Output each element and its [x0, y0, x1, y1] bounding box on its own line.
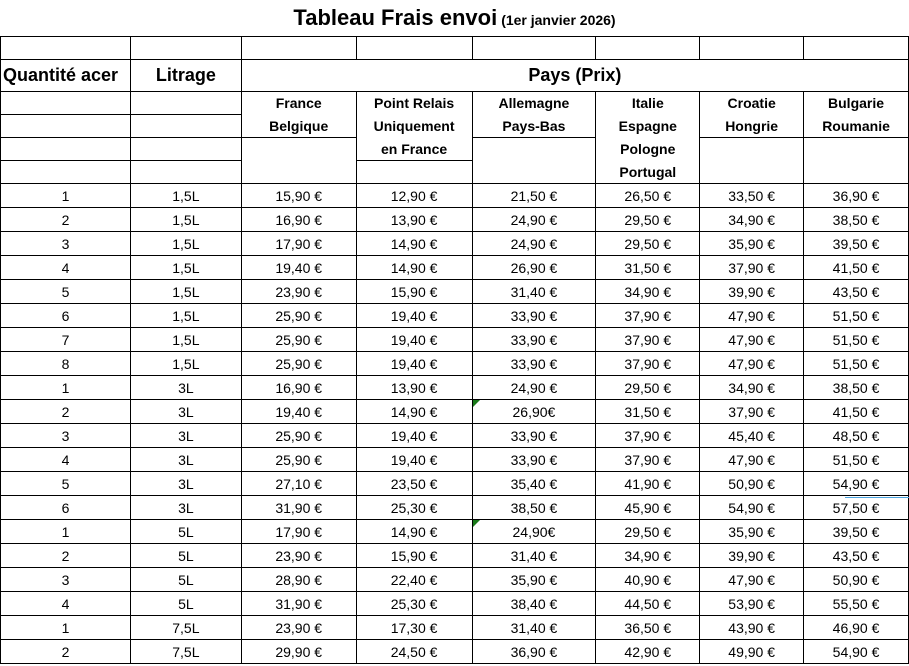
price-italy[interactable]: 34,90 € — [596, 280, 700, 304]
country-bulgaria-line1[interactable]: Bulgarie — [804, 92, 909, 115]
volume-cell[interactable]: 5L — [130, 520, 241, 544]
volume-cell[interactable]: 1,5L — [130, 184, 241, 208]
price-croatia[interactable]: 43,90 € — [700, 616, 804, 640]
price-italy[interactable]: 29,50 € — [596, 232, 700, 256]
price-france[interactable]: 25,90 € — [241, 352, 356, 376]
price-france[interactable]: 19,40 € — [241, 256, 356, 280]
cell[interactable] — [1, 92, 131, 115]
price-france[interactable]: 25,90 € — [241, 448, 356, 472]
country-relay-line3[interactable]: en France — [356, 138, 472, 161]
price-bulgaria[interactable]: 36,90 € — [804, 184, 909, 208]
cell[interactable] — [241, 37, 356, 60]
country-header-row-2 — [1, 115, 909, 138]
price-france[interactable]: 23,90 € — [241, 280, 356, 304]
price-italy[interactable]: 31,50 € — [596, 400, 700, 424]
price-bulgaria[interactable]: 46,90 € — [804, 616, 909, 640]
price-relay[interactable]: 13,90 € — [356, 376, 472, 400]
price-croatia[interactable]: 37,90 € — [700, 400, 804, 424]
cell[interactable] — [804, 138, 909, 161]
table-row — [1, 376, 909, 400]
quantity-cell[interactable]: 1 — [1, 376, 131, 400]
price-italy[interactable]: 37,90 € — [596, 448, 700, 472]
cell[interactable] — [472, 161, 596, 184]
price-croatia[interactable]: 35,90 € — [700, 232, 804, 256]
cell[interactable] — [472, 37, 596, 60]
country-france-line2[interactable]: Belgique — [241, 115, 356, 138]
price-croatia[interactable]: 33,50 € — [700, 184, 804, 208]
price-bulgaria[interactable]: 50,90 € — [804, 568, 909, 592]
price-relay[interactable]: 17,30 € — [356, 616, 472, 640]
price-france[interactable]: 16,90 € — [241, 208, 356, 232]
price-relay[interactable]: 19,40 € — [356, 352, 472, 376]
cell[interactable] — [130, 92, 241, 115]
table-row — [1, 208, 909, 232]
price-relay[interactable]: 14,90 € — [356, 520, 472, 544]
quantity-cell[interactable]: 2 — [1, 208, 131, 232]
cell[interactable] — [130, 161, 241, 184]
price-relay[interactable]: 15,90 € — [356, 544, 472, 568]
volume-cell[interactable]: 7,5L — [130, 640, 241, 664]
price-croatia[interactable]: 49,90 € — [700, 640, 804, 664]
table-row — [1, 232, 909, 256]
price-germany[interactable]: 33,90 € — [472, 352, 596, 376]
country-italy-line4[interactable]: Portugal — [596, 161, 700, 184]
cell[interactable] — [1, 138, 131, 161]
price-bulgaria[interactable]: 51,50 € — [804, 304, 909, 328]
volume-cell[interactable]: 3L — [130, 496, 241, 520]
price-relay[interactable]: 23,50 € — [356, 472, 472, 496]
quantity-cell[interactable]: 2 — [1, 400, 131, 424]
country-header[interactable]: Pays (Prix) — [241, 60, 908, 92]
price-croatia[interactable]: 47,90 € — [700, 448, 804, 472]
volume-cell[interactable]: 5L — [130, 568, 241, 592]
price-relay[interactable]: 15,90 € — [356, 280, 472, 304]
price-germany[interactable]: 24,90 € — [472, 208, 596, 232]
price-france[interactable]: 29,90 € — [241, 640, 356, 664]
volume-cell[interactable]: 5L — [130, 592, 241, 616]
cell[interactable] — [804, 37, 909, 60]
price-germany[interactable]: 33,90 € — [472, 424, 596, 448]
title-date: (1er janvier 2026) — [501, 12, 616, 28]
cell[interactable] — [356, 161, 472, 184]
price-italy[interactable]: 34,90 € — [596, 544, 700, 568]
price-germany[interactable]: 21,50 € — [472, 184, 596, 208]
price-france[interactable]: 31,90 € — [241, 496, 356, 520]
cell[interactable] — [804, 161, 909, 184]
volume-cell[interactable]: 1,5L — [130, 352, 241, 376]
quantity-cell[interactable]: 2 — [1, 544, 131, 568]
price-bulgaria[interactable]: 57,50 € — [804, 496, 909, 520]
quantity-cell[interactable]: 6 — [1, 304, 131, 328]
quantity-cell[interactable]: 4 — [1, 256, 131, 280]
price-italy[interactable]: 40,90 € — [596, 568, 700, 592]
volume-cell[interactable]: 3L — [130, 472, 241, 496]
cell[interactable] — [130, 37, 241, 60]
price-croatia[interactable]: 47,90 € — [700, 352, 804, 376]
table-row — [1, 424, 909, 448]
country-header-row-3 — [1, 138, 909, 161]
price-france[interactable]: 28,90 € — [241, 568, 356, 592]
volume-cell[interactable]: 7,5L — [130, 616, 241, 640]
price-croatia[interactable]: 39,90 € — [700, 280, 804, 304]
table-row — [1, 256, 909, 280]
price-relay[interactable]: 25,30 € — [356, 496, 472, 520]
price-france[interactable]: 17,90 € — [241, 232, 356, 256]
volume-cell[interactable]: 3L — [130, 448, 241, 472]
quantity-cell[interactable]: 3 — [1, 424, 131, 448]
price-france[interactable]: 23,90 € — [241, 544, 356, 568]
price-bulgaria[interactable]: 43,50 € — [804, 544, 909, 568]
price-relay[interactable]: 14,90 € — [356, 232, 472, 256]
price-germany[interactable]: 33,90 € — [472, 448, 596, 472]
table-row — [1, 472, 909, 496]
price-croatia[interactable]: 39,90 € — [700, 544, 804, 568]
cell[interactable] — [241, 138, 356, 161]
cell[interactable] — [241, 161, 356, 184]
volume-cell[interactable]: 3L — [130, 376, 241, 400]
price-germany[interactable]: 33,90 € — [472, 328, 596, 352]
price-croatia[interactable]: 45,40 € — [700, 424, 804, 448]
price-bulgaria[interactable]: 54,90 € — [804, 472, 909, 496]
table-row — [1, 400, 909, 424]
country-croatia-line1[interactable]: Croatie — [700, 92, 804, 115]
country-france-line1[interactable]: France — [241, 92, 356, 115]
country-header-row-1 — [1, 92, 909, 115]
volume-cell[interactable]: 1,5L — [130, 232, 241, 256]
price-italy[interactable]: 41,90 € — [596, 472, 700, 496]
price-france[interactable]: 17,90 € — [241, 520, 356, 544]
cell[interactable] — [130, 115, 241, 138]
quantity-cell[interactable]: 8 — [1, 352, 131, 376]
price-italy[interactable]: 37,90 € — [596, 328, 700, 352]
price-germany[interactable]: 24,90 € — [472, 376, 596, 400]
price-france[interactable]: 15,90 € — [241, 184, 356, 208]
table-row — [1, 640, 909, 664]
country-germany-line1[interactable]: Allemagne — [472, 92, 596, 115]
price-croatia[interactable]: 37,90 € — [700, 256, 804, 280]
table-row — [1, 280, 909, 304]
quantity-cell[interactable]: 1 — [1, 616, 131, 640]
price-germany[interactable]: 35,40 € — [472, 472, 596, 496]
table-row — [1, 568, 909, 592]
price-germany[interactable]: 36,90 € — [472, 640, 596, 664]
volume-cell[interactable]: 1,5L — [130, 304, 241, 328]
quantity-header[interactable]: Quantité acer — [1, 60, 131, 92]
cell[interactable] — [596, 37, 700, 60]
price-france[interactable]: 19,40 € — [241, 400, 356, 424]
table-row — [1, 592, 909, 616]
price-croatia[interactable]: 54,90 € — [700, 496, 804, 520]
quantity-cell[interactable]: 5 — [1, 472, 131, 496]
table-row — [1, 520, 909, 544]
sheet-title — [0, 0, 909, 36]
country-italy-line1[interactable]: Italie — [596, 92, 700, 115]
price-bulgaria[interactable]: 51,50 € — [804, 352, 909, 376]
price-relay[interactable]: 12,90 € — [356, 184, 472, 208]
price-relay[interactable]: 13,90 € — [356, 208, 472, 232]
price-bulgaria[interactable]: 43,50 € — [804, 280, 909, 304]
price-relay[interactable]: 14,90 € — [356, 400, 472, 424]
price-germany[interactable]: 26,90 € — [472, 256, 596, 280]
quantity-cell[interactable]: 1 — [1, 520, 131, 544]
price-france[interactable]: 25,90 € — [241, 328, 356, 352]
volume-cell[interactable]: 3L — [130, 424, 241, 448]
price-relay[interactable]: 19,40 € — [356, 304, 472, 328]
volume-cell[interactable]: 3L — [130, 400, 241, 424]
price-croatia[interactable]: 53,90 € — [700, 592, 804, 616]
price-france[interactable]: 31,90 € — [241, 592, 356, 616]
price-bulgaria[interactable]: 51,50 € — [804, 328, 909, 352]
price-germany[interactable]: 33,90 € — [472, 304, 596, 328]
table-row — [1, 184, 909, 208]
quantity-cell[interactable]: 2 — [1, 640, 131, 664]
country-italy-line2[interactable]: Espagne — [596, 115, 700, 138]
quantity-cell[interactable]: 5 — [1, 280, 131, 304]
table-row — [1, 616, 909, 640]
price-germany[interactable]: 31,40 € — [472, 544, 596, 568]
quantity-cell[interactable]: 3 — [1, 232, 131, 256]
header-row — [1, 60, 909, 92]
cell[interactable] — [1, 115, 131, 138]
cell[interactable] — [700, 161, 804, 184]
price-relay[interactable]: 19,40 € — [356, 328, 472, 352]
country-header-row-4 — [1, 161, 909, 184]
price-relay[interactable]: 14,90 € — [356, 256, 472, 280]
price-relay[interactable]: 19,40 € — [356, 448, 472, 472]
price-relay[interactable]: 19,40 € — [356, 424, 472, 448]
quantity-cell[interactable]: 4 — [1, 448, 131, 472]
table-row — [1, 304, 909, 328]
price-germany[interactable]: 24,90 € — [472, 232, 596, 256]
cell[interactable] — [472, 138, 596, 161]
price-bulgaria[interactable]: 54,90 € — [804, 640, 909, 664]
price-italy[interactable]: 29,50 € — [596, 520, 700, 544]
price-croatia[interactable]: 47,90 € — [700, 304, 804, 328]
price-croatia[interactable]: 35,90 € — [700, 520, 804, 544]
quantity-cell[interactable]: 4 — [1, 592, 131, 616]
country-germany-line2[interactable]: Pays-Bas — [472, 115, 596, 138]
quantity-cell[interactable]: 1 — [1, 184, 131, 208]
table-row — [1, 448, 909, 472]
price-france[interactable]: 27,10 € — [241, 472, 356, 496]
price-italy[interactable]: 45,90 € — [596, 496, 700, 520]
shipping-fee-table — [0, 36, 909, 664]
country-croatia-line2[interactable]: Hongrie — [700, 115, 804, 138]
price-italy[interactable]: 31,50 € — [596, 256, 700, 280]
volume-cell[interactable]: 1,5L — [130, 256, 241, 280]
volume-cell[interactable]: 1,5L — [130, 208, 241, 232]
cell[interactable] — [700, 37, 804, 60]
selection-border-line — [845, 497, 909, 498]
table-row — [1, 352, 909, 376]
volume-cell[interactable]: 1,5L — [130, 280, 241, 304]
quantity-cell[interactable]: 6 — [1, 496, 131, 520]
table-row — [1, 496, 909, 520]
table-row — [1, 544, 909, 568]
price-italy[interactable]: 26,50 € — [596, 184, 700, 208]
price-relay[interactable]: 24,50 € — [356, 640, 472, 664]
price-bulgaria[interactable]: 39,50 € — [804, 232, 909, 256]
cell[interactable] — [1, 161, 131, 184]
price-croatia[interactable]: 34,90 € — [700, 376, 804, 400]
price-italy[interactable]: 36,50 € — [596, 616, 700, 640]
country-relay-line2[interactable]: Uniquement — [356, 115, 472, 138]
price-italy[interactable]: 37,90 € — [596, 424, 700, 448]
title-main: Tableau Frais envoi — [293, 5, 498, 30]
price-germany[interactable]: 35,90 € — [472, 568, 596, 592]
price-italy[interactable]: 37,90 € — [596, 304, 700, 328]
price-italy[interactable]: 42,90 € — [596, 640, 700, 664]
volume-cell[interactable]: 1,5L — [130, 328, 241, 352]
price-bulgaria[interactable]: 41,50 € — [804, 256, 909, 280]
price-germany[interactable]: 31,40 € — [472, 616, 596, 640]
empty-row — [1, 37, 909, 60]
price-croatia[interactable]: 34,90 € — [700, 208, 804, 232]
volume-cell[interactable]: 5L — [130, 544, 241, 568]
country-bulgaria-line2[interactable]: Roumanie — [804, 115, 909, 138]
price-france[interactable]: 25,90 € — [241, 304, 356, 328]
volume-header[interactable]: Litrage — [130, 60, 241, 92]
price-bulgaria[interactable]: 38,50 € — [804, 208, 909, 232]
price-bulgaria[interactable]: 55,50 € — [804, 592, 909, 616]
price-france[interactable]: 16,90 € — [241, 376, 356, 400]
price-france[interactable]: 25,90 € — [241, 424, 356, 448]
price-croatia[interactable]: 47,90 € — [700, 568, 804, 592]
price-bulgaria[interactable]: 41,50 € — [804, 400, 909, 424]
price-bulgaria[interactable]: 39,50 € — [804, 520, 909, 544]
cell[interactable] — [1, 37, 131, 60]
price-croatia[interactable]: 47,90 € — [700, 328, 804, 352]
price-relay[interactable]: 25,30 € — [356, 592, 472, 616]
cell[interactable] — [130, 138, 241, 161]
price-croatia[interactable]: 50,90 € — [700, 472, 804, 496]
price-italy[interactable]: 29,50 € — [596, 208, 700, 232]
quantity-cell[interactable]: 7 — [1, 328, 131, 352]
price-bulgaria[interactable]: 48,50 € — [804, 424, 909, 448]
price-bulgaria[interactable]: 51,50 € — [804, 448, 909, 472]
price-italy[interactable]: 29,50 € — [596, 376, 700, 400]
country-relay-line1[interactable]: Point Relais — [356, 92, 472, 115]
price-germany[interactable]: 38,50 € — [472, 496, 596, 520]
price-italy[interactable]: 44,50 € — [596, 592, 700, 616]
price-italy[interactable]: 37,90 € — [596, 352, 700, 376]
country-italy-line3[interactable]: Pologne — [596, 138, 700, 161]
table-row — [1, 328, 909, 352]
price-germany[interactable]: 31,40 € — [472, 280, 596, 304]
price-bulgaria[interactable]: 38,50 € — [804, 376, 909, 400]
price-relay[interactable]: 22,40 € — [356, 568, 472, 592]
price-germany[interactable]: 24,90€ — [472, 520, 596, 544]
price-france[interactable]: 23,90 € — [241, 616, 356, 640]
cell[interactable] — [356, 37, 472, 60]
price-germany[interactable]: 38,40 € — [472, 592, 596, 616]
cell[interactable] — [700, 138, 804, 161]
price-germany[interactable]: 26,90€ — [472, 400, 596, 424]
quantity-cell[interactable]: 3 — [1, 568, 131, 592]
